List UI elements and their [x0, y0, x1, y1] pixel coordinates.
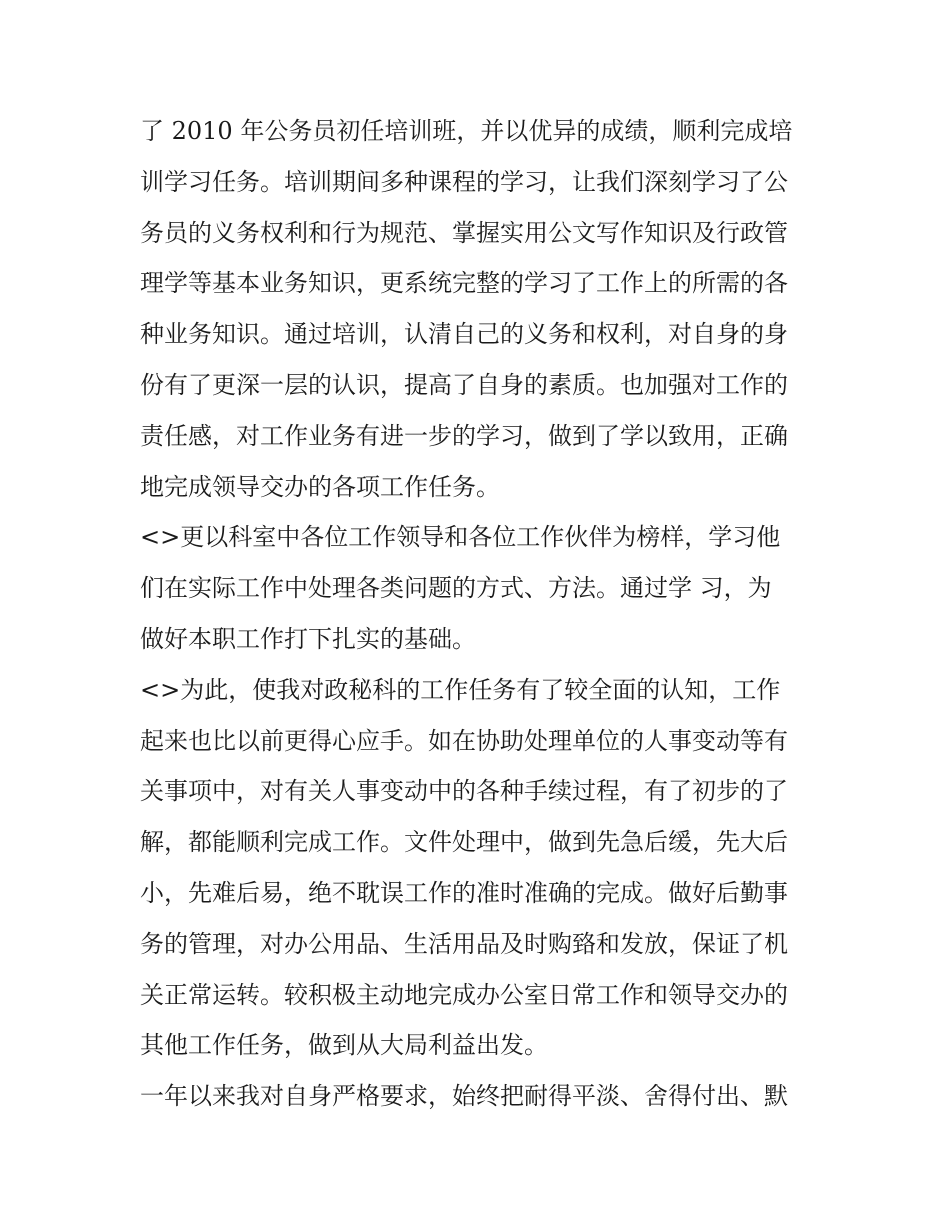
- text-line: 们在实际工作中处理各类问题的方式、方法。通过学 习，为: [140, 574, 772, 603]
- text-line: 了 2010 年公务员初任培训班，并以优异的成绩，顺利完成培: [140, 117, 793, 145]
- text-line: 一年以来我对自身严格要求，始终把耐得平淡、舍得付出、默: [140, 1082, 788, 1111]
- text-line: 关事项中，对有关人事变动中的各种手续过程，有了初步的了: [140, 777, 788, 806]
- text-line: 责任感，对工作业务有进一步的学习，做到了学以致用，正确: [140, 421, 788, 450]
- text-line: 理学等基本业务知识，更系统完整的学习了工作上的所需的各: [140, 269, 788, 298]
- text-line: <>为此，使我对政秘科的工作任务有了较全面的认知，工作: [140, 675, 781, 704]
- document-body: [140, 106, 820, 1122]
- text-line: 解，都能顺利完成工作。文件处理中，做到先急后缓，先大后: [140, 828, 788, 857]
- text-line: 务的管理，对办公用品、生活用品及时购臵和发放，保证了机: [140, 929, 788, 958]
- text-line: 地完成领导交办的各项工作任务。: [140, 472, 500, 501]
- text-line: 种业务知识。通过培训，认清自己的义务和权利，对自身的身: [140, 320, 788, 349]
- text-line: 其他工作任务，做到从大局利益出发。: [140, 1031, 548, 1060]
- text-line: <>更以科室中各位工作领导和各位工作伙伴为榜样，学习他: [140, 523, 781, 552]
- text-line: 关正常运转。较积极主动地完成办公室日常工作和领导交办的: [140, 980, 788, 1009]
- text-line: 起来也比以前更得心应手。如在协助处理单位的人事变动等有: [140, 726, 788, 755]
- text-line: 做好本职工作打下扎实的基础。: [140, 624, 476, 653]
- text-line: 份有了更深一层的认识，提高了自身的素质。也加强对工作的: [140, 370, 788, 399]
- text-line: 训学习任务。培训期间多种课程的学习，让我们深刻学习了公: [140, 167, 788, 196]
- text-line: 小，先难后易，绝不耽误工作的准时准确的完成。做好后勤事: [140, 878, 788, 907]
- text-line: 务员的义务权利和行为规范、掌握实用公文写作知识及行政管: [140, 218, 788, 247]
